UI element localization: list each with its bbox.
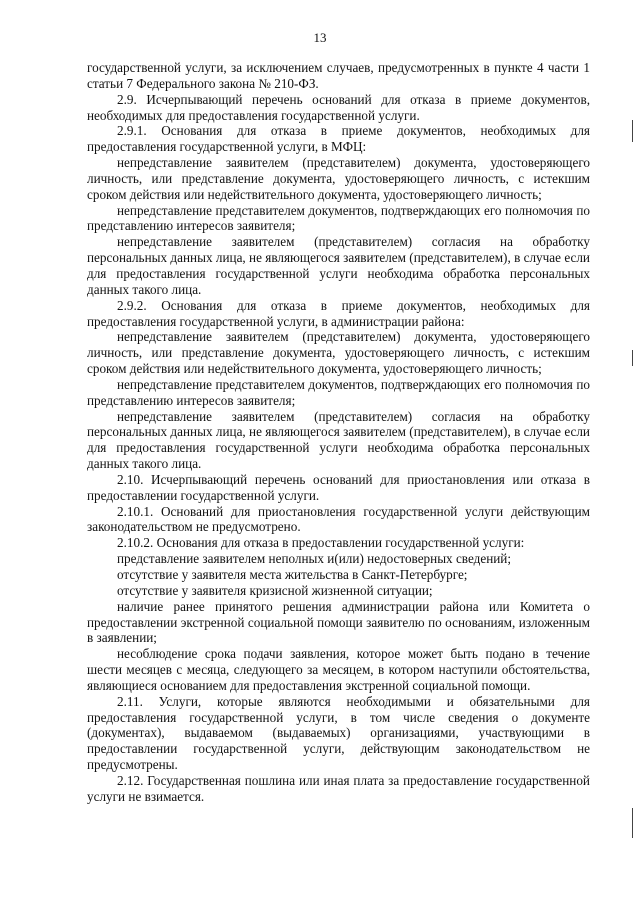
paragraph: непредставление заявителем (представителем) согласия на обработку персональных данных лица, не являющегося заявителем (представителем), в случае если для предоставления государственной услуги необходима обработка персональных данных такого лица. (87, 408, 590, 472)
paragraph: непредставление представителем документов, подтверждающих его полномочия по представлению интересов заявителя; (87, 376, 590, 408)
document-body (87, 60, 590, 805)
paragraph: отсутствие у заявителя места жительства в Санкт-Петербурге; (117, 567, 468, 582)
paragraph: 2.9. Исчерпывающий перечень оснований для отказа в приеме документов, необходимых для предоставления государственной услуги. (87, 91, 590, 123)
scan-edge-mark (632, 808, 633, 838)
scan-edge-mark (632, 120, 633, 142)
paragraph: 2.9.2. Основания для отказа в приеме документов, необходимых для предоставления государственной услуги, в администрации района: (87, 297, 590, 329)
paragraph: непредставление заявителем (представителем) документа, удостоверяющего личность, или представление документа, удостоверяющего личность, с истекшим сроком действия или недействительного документа, удостоверяющего личность; (87, 155, 590, 202)
paragraph: непредставление заявителем (представителем) согласия на обработку персональных данных лица, не являющегося заявителем (представителем), в случае если для предоставления государственной услуги необходима обработка персональных данных такого лица. (87, 234, 590, 297)
paragraph: 2.10. Исчерпывающий перечень оснований для приостановления или отказа в предоставлении государственной услуги. (87, 471, 590, 503)
scan-edge-mark (632, 350, 633, 366)
paragraph: 2.12. Государственная пошлина или иная плата за предоставление государственной услуги не взимается. (87, 772, 590, 804)
paragraph: государственной услуги, за исключением случаев, предусмотренных в пункте 4 части 1 статьи 7 Федерального закона № 210-ФЗ. (87, 60, 590, 91)
paragraph: непредставление представителем документов, подтверждающих его полномочия по представлению интересов заявителя; (87, 202, 590, 234)
paragraph: представление заявителем неполных и(или) недостоверных сведений; (117, 551, 512, 567)
page-number: 13 (313, 30, 327, 45)
paragraph: 2.11. Услуги, которые являются необходимыми и обязательными для предоставления государственной услуги, в том числе сведения о документе (документах), выдаваемом (выдаваемых) организациями, участвующими в предоставлении государственной услуги, действующим законодательством не предусмотрены. (87, 693, 590, 773)
paragraph: наличие ранее принятого решения администрации района или Комитета о предоставлении экстренной социальной помощи заявителю по основаниям, изложенным в заявлении; (87, 598, 590, 646)
paragraph: 2.10.1. Оснований для приостановления государственной услуги действующим законодательством не предусмотрено. (87, 503, 590, 535)
paragraph: 2.9.1. Основания для отказа в приеме документов, необходимых для предоставления государственной услуги, в МФЦ: (87, 123, 590, 155)
paragraph: отсутствие у заявителя кризисной жизненной ситуации; (117, 582, 433, 598)
paragraph: несоблюдение срока подачи заявления, которое может быть подано в течение шести месяцев с месяца, следующего за месяцем, в котором наступили обстоятельства, являющиеся основанием для предоставления экстренной социальной помощи. (87, 646, 590, 693)
paragraph: 2.10.2. Основания для отказа в предоставлении государственной услуги: (117, 535, 525, 551)
paragraph: непредставление заявителем (представителем) документа, удостоверяющего личность, или представление документа, удостоверяющего личность, с истекшим сроком действия или недействительного документа, удостоверяющего личность; (87, 329, 590, 377)
